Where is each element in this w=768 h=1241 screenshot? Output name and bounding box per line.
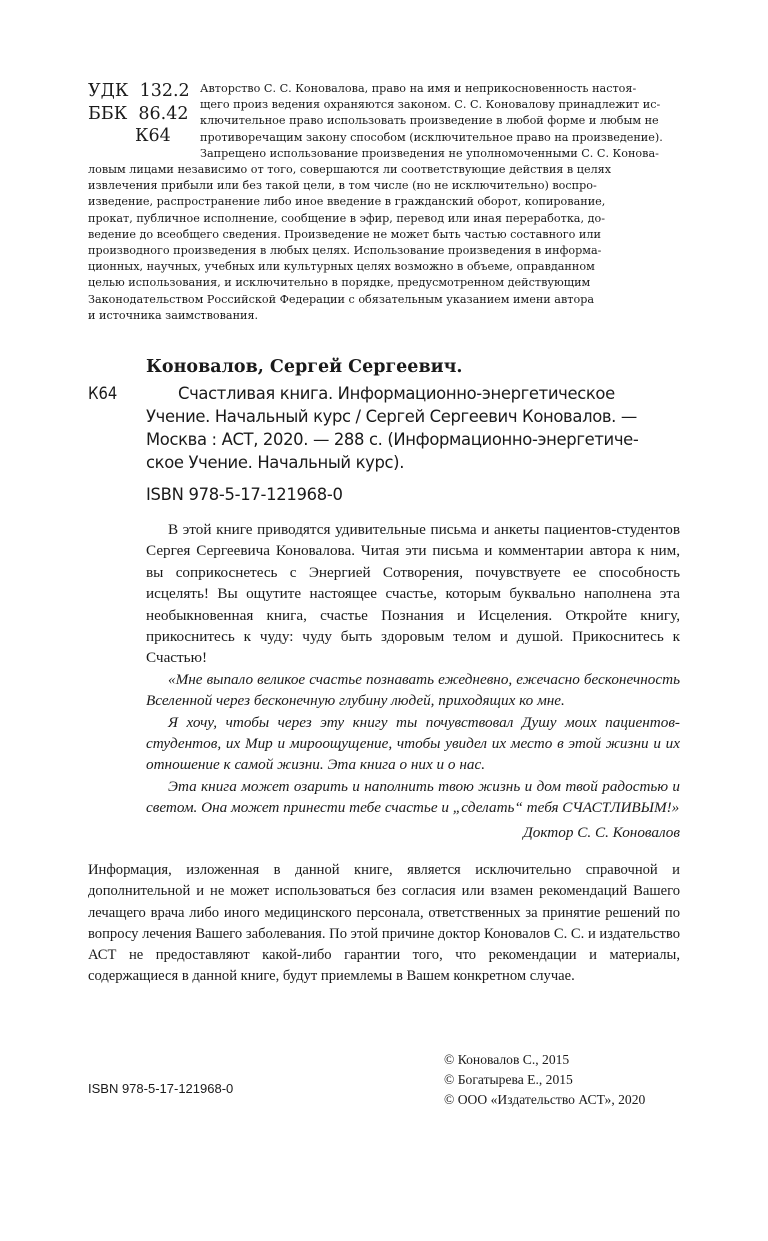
author-mark: К64 bbox=[135, 126, 171, 146]
classification-block bbox=[88, 80, 198, 148]
bbk-value: 86.42 bbox=[138, 103, 189, 124]
copyright-line: © Коновалов С., 2015 bbox=[444, 1052, 570, 1067]
rights-line: Законодательством Российской Федерации с обязательным указанием имени автора bbox=[88, 292, 595, 306]
annotation-quote-1: «Мне выпало великое счастье познавать ежедневно, ежечасно бесконечность Вселенной через бесконечную глубину людей, приходящих ко мне. bbox=[146, 670, 680, 710]
annotation-quote-2: Я хочу, чтобы через эту книгу ты почувствовал Душу моих пациентов-студентов, их Мир и мироощущение, чтобы увидел их место в этой жизни и их отношение к самой жизни. Эта книга о них и о нас. bbox=[146, 713, 680, 774]
medical-disclaimer: Информация, изложенная в данной книге, является исключительно справочной и дополнительной и не может использоваться без согласия или взамен рекомендаций Вашего лечащего врача либо иного медицинского персонала, ответственных за принятие решений по вопросу лечения Вашего заболевания. По этой причине доктор Коновалов С. С. и издательство АСТ не предоставляют какой-либо гарантии того, что рекомендации и материалы, содержащиеся в данной книге, будут приемлемы в Вашем конкретном случае. bbox=[88, 862, 680, 985]
udk-row bbox=[88, 80, 198, 103]
isbn-main: ISBN 978-5-17-121968-0 bbox=[146, 485, 343, 504]
rights-line: целью использования, и исключительно в порядке, предусмотренном действующим bbox=[88, 276, 591, 290]
rights-line: щего произ ведения охраняются законом. С. С. Коновалову принадлежит ис- bbox=[200, 98, 661, 112]
udk-value: 132.2 bbox=[139, 81, 190, 101]
rights-line: ционных, научных, учебных или культурных целях возможно в объеме, оправданном bbox=[88, 260, 595, 274]
udk-label: УДК bbox=[88, 81, 129, 101]
rights-line: прокат, публичное исполнение, сообщение в эфир, перевод или иная переработка, до- bbox=[88, 211, 605, 225]
annotation bbox=[146, 519, 680, 843]
biblio-line: Москва : АСТ, 2020. — 288 с. (Информационно-энергетиче- bbox=[146, 430, 639, 449]
annotation-quote-3: Эта книга может озарить и наполнить твою жизнь и дом твой радостью и светом. Она может принести тебе счастье и „сделать“ тебя СЧАСТЛИВЫМ!» bbox=[146, 777, 680, 817]
rights-line: извлечения прибыли или без такой цели, в том числе (но не исключительно) воспро- bbox=[88, 179, 597, 193]
biblio-line: Учение. Начальный курс / Сергей Сергеевич Коновалов. — bbox=[146, 407, 637, 426]
bbk-label: ББК bbox=[88, 103, 128, 124]
rights-line: ведение до всеобщего сведения. Произведение не может быть частью составного или bbox=[88, 227, 601, 241]
biblio-line: ское Учение. Начальный курс). bbox=[146, 453, 405, 472]
rights-line: противоречащим закону способом (исключительное право на произведение). bbox=[200, 130, 663, 144]
rights-line: производного произведения в любых целях. Использование произведения в информа- bbox=[88, 244, 602, 258]
rights-line: Авторство С. С. Коновалова, право на имя и неприкосновенность настоя- bbox=[200, 82, 637, 95]
annotation-intro: В этой книге приводятся удивительные письма и анкеты пациентов-студентов Сергея Сергеевича Коновалова. Читая эти письма и комментарии автора к ним, вы соприкоснетесь с Энергией Сотворения, почувствуете ее способность исцелять! Вы ощутите настоящее счастье, которым буквально наполнена эта необыкновенная книга, счастье Познания и Исцеления. Откройте книгу, прикоснитесь к чуду: чуду быть здоровым телом и душой. Прикоснитесь к Счастью! bbox=[146, 521, 680, 667]
copyright-line: © Богатырева Е., 2015 bbox=[444, 1072, 573, 1087]
author-heading: Коновалов, Сергей Сергеевич. bbox=[146, 357, 463, 377]
rights-notice bbox=[200, 81, 680, 162]
isbn-footer: ISBN 978-5-17-121968-0 bbox=[88, 1081, 234, 1096]
rights-line: Запрещено использование произведения не уполномоченными С. С. Конова- bbox=[200, 146, 659, 160]
rights-line: изведение, распространение либо иное введение в гражданский оборот, копирование, bbox=[88, 195, 606, 209]
copyright-line: © ООО «Издательство АСТ», 2020 bbox=[444, 1092, 646, 1107]
bbk-row bbox=[88, 103, 198, 126]
bibliographic-entry bbox=[146, 382, 680, 474]
annotation-signature: Доктор С. С. Коновалов bbox=[523, 823, 680, 841]
biblio-line: Счастливая книга. Информационно-энергетическое bbox=[178, 384, 615, 403]
rights-notice-continued bbox=[88, 162, 680, 324]
biblio-mark: К64 bbox=[88, 384, 118, 403]
copyright-block bbox=[444, 1050, 645, 1110]
rights-line: и источника заимствования. bbox=[88, 308, 259, 322]
rights-line: ключительное право использовать произведение в любой форме и любым не bbox=[200, 114, 659, 128]
rights-line: ловым лицами независимо от того, совершаются ли соответствующие действия в целях bbox=[88, 163, 612, 176]
